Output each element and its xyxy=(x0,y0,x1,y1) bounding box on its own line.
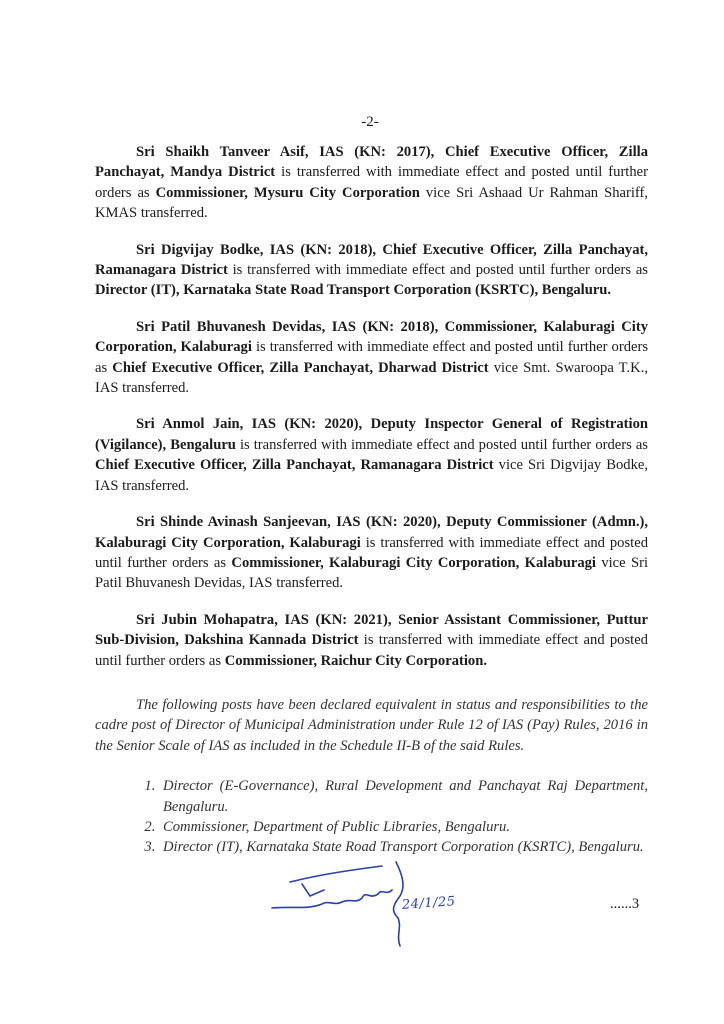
transfer-order-paragraph xyxy=(95,414,648,496)
document-body xyxy=(95,142,648,858)
bold-text: Sri Jubin Mohapatra, IAS (KN: 2021), Senior Assistant Commissioner, Puttur Sub-Division, Dakshina Kannada District xyxy=(95,611,648,649)
text: is transferred with immediate effect and posted until further orders as xyxy=(95,632,648,669)
bold-text: Sri Shaikh Tanveer Asif, IAS (KN: 2017), Chief Executive Officer, Zilla Panchayat, Mandya District xyxy=(95,144,648,181)
continued-marker: ......3 xyxy=(610,896,640,912)
equivalent-posts-list xyxy=(95,776,648,858)
transfer-order-paragraph xyxy=(95,142,648,224)
transfer-order-paragraph xyxy=(95,512,648,594)
text: is transferred with immediate effect and posted until further orders as xyxy=(227,262,648,279)
text: is transferred with immediate effect and posted until further orders as xyxy=(95,339,649,376)
text: is transferred with immediate effect and posted until further orders as xyxy=(95,164,648,201)
text: vice Smt. Swaroopa T.K., IAS transferred. xyxy=(95,359,649,397)
list-item: 1. Director (E-Governance), Rural Development and Panchayat Raj Department, Bengaluru. xyxy=(159,776,648,817)
text: vice Sri Ashaad Ur Rahman Shariff, KMAS transferred. xyxy=(95,184,648,222)
bold-text: Commissioner, Mysuru City Corporation xyxy=(155,184,420,201)
signature-date: 24/1/25 xyxy=(401,894,457,913)
text: is transferred with immediate effect and posted until further orders as xyxy=(235,436,648,453)
bold-text: Chief Executive Officer, Zilla Panchayat, Dharwad District xyxy=(112,359,489,376)
transfer-order-paragraph xyxy=(95,240,648,301)
bold-text: Sri Shinde Avinash Sanjeevan, IAS (KN: 2020), Deputy Commissioner (Admn.), Kalaburagi City Corporation, Kalaburagi xyxy=(95,514,648,551)
bold-text: Chief Executive Officer, Zilla Panchayat, Ramanagara District xyxy=(95,457,494,474)
bold-text: Sri Patil Bhuvanesh Devidas, IAS (KN: 2018), Commissioner, Kalaburagi City Corporation, Kalaburagi xyxy=(95,318,648,356)
equivalence-note: The following posts have been declared equivalent in status and responsibilities to the cadre post of Director of Municipal Administration under Rule 12 of IAS (Pay) Rules, 2016 in the Senior Scale of IAS as included in the Schedule II-B of the said Rules. xyxy=(95,696,648,754)
transfer-order-paragraph xyxy=(95,317,648,399)
text: is transferred with immediate effect and posted until further orders as xyxy=(95,534,648,571)
bold-text: Commissioner, Raichur City Corporation. xyxy=(224,652,487,669)
bold-text: Director (IT), Karnataka State Road Transport Corporation (KSRTC), Bengaluru. xyxy=(95,282,612,299)
bold-text: Commissioner, Kalaburagi City Corporation, Kalaburagi xyxy=(231,554,596,571)
list-item: 3. Director (IT), Karnataka State Road Transport Corporation (KSRTC), Bengaluru. xyxy=(159,837,648,857)
transfer-order-paragraph xyxy=(95,610,648,671)
text: vice Sri Patil Bhuvanesh Devidas, IAS transferred. xyxy=(95,554,648,592)
list-item: 2. Commissioner, Department of Public Libraries, Bengaluru. xyxy=(159,817,648,837)
transfer-orders xyxy=(95,142,648,671)
signature xyxy=(262,860,522,950)
bold-text: Sri Digvijay Bodke, IAS (KN: 2018), Chief Executive Officer, Zilla Panchayat, Ramanagara District xyxy=(95,241,648,279)
bold-text: Sri Anmol Jain, IAS (KN: 2020), Deputy Inspector General of Registration (Vigilance), Bengaluru xyxy=(95,416,648,453)
page-number: -2- xyxy=(361,114,379,130)
text: vice Sri Digvijay Bodke, IAS transferred. xyxy=(95,457,648,494)
